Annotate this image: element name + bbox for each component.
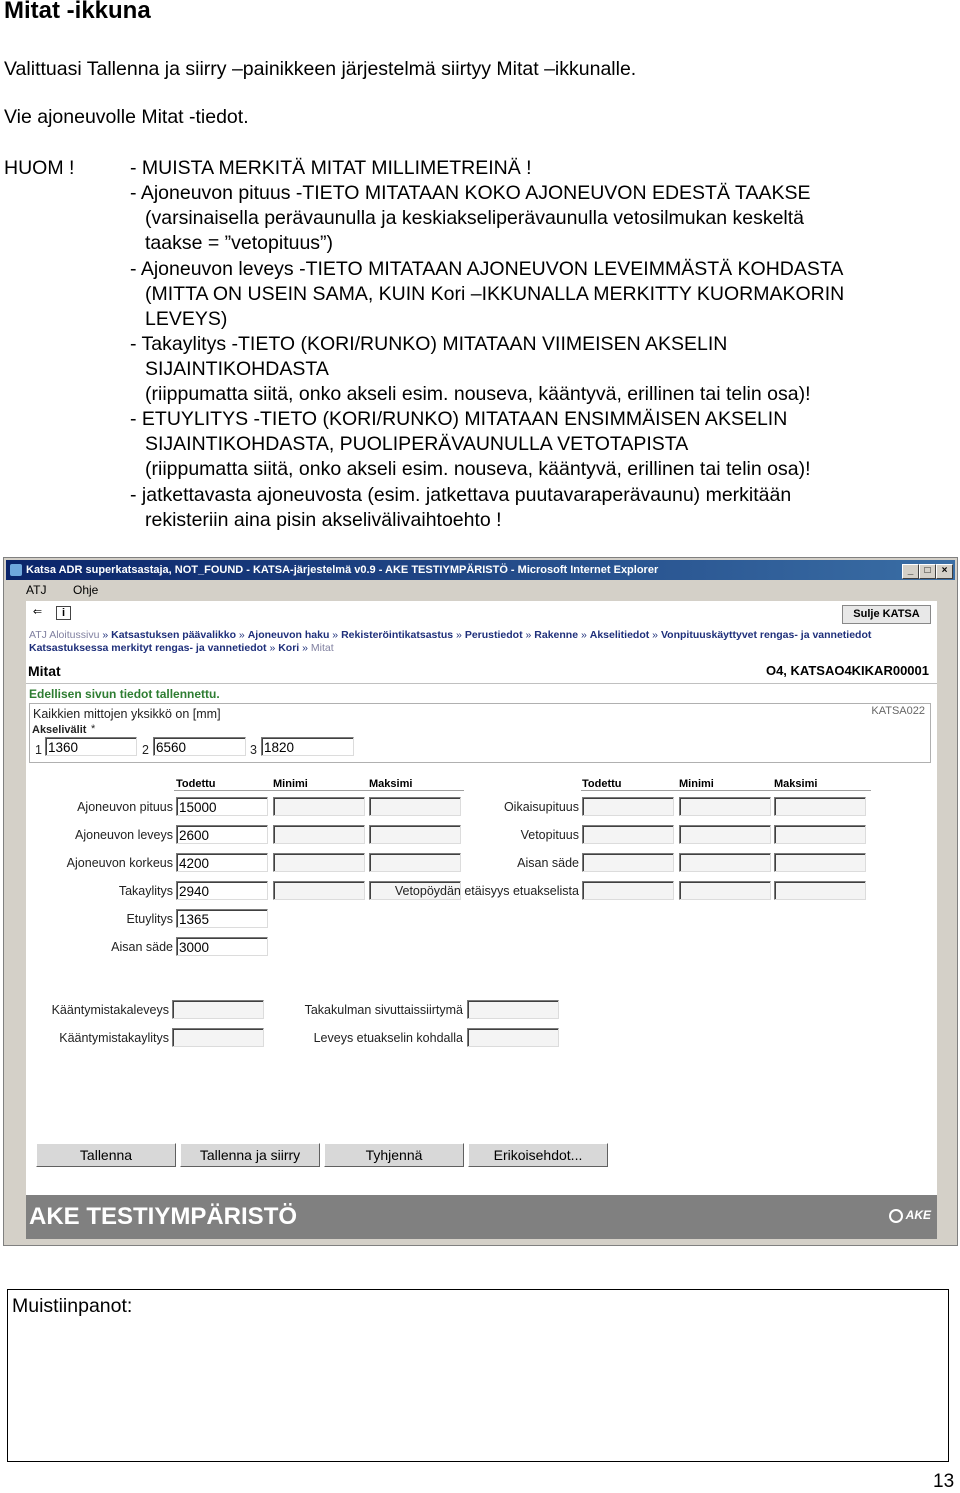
breadcrumb-item[interactable]: Vonpituuskäyttyvet rengas- ja vannetiedot (660, 629, 872, 641)
dim-input-todettu[interactable] (582, 797, 674, 816)
required-marker: * (91, 723, 96, 735)
menu-bar (6, 580, 955, 600)
page-number: 13 (933, 1471, 955, 1492)
axle-num: 1 (35, 743, 42, 757)
note-line: - MUISTA MERKITÄ MITAT MILLIMETREINÄ ! (130, 157, 532, 179)
col-header-todettu: Todettu (582, 778, 622, 790)
dim-input-maksimi[interactable] (369, 825, 461, 844)
breadcrumb-item[interactable]: Rakenne (534, 629, 579, 641)
info-icon[interactable]: i (56, 606, 71, 620)
note-line: SIJAINTIKOHDASTA, PUOLIPERÄVAUNULLA VETOTAPISTA (145, 433, 689, 455)
brand-text: AKE TESTIYMPÄRISTÖ (29, 1203, 298, 1230)
axle-label: Akselivälit (32, 724, 87, 736)
breadcrumb: ATJ Aloitussivu » Katsastuksen päävalikko » Ajoneuvon haku » Rekisteröintikatsastus » Perustiedot » Rakenne » Akselitiedot » Vonpituuskäyttyvet rengas- ja vannetiedot Katsastuksessa merkityt rengas- ja vannetiedot » Kori » Mitat (29, 629, 872, 654)
col-header-minimi: Minimi (273, 778, 308, 790)
col-header-todettu: Todettu (176, 778, 216, 790)
turn-label: Takakulman sivuttaissiirtymä (304, 1003, 463, 1017)
save-button[interactable]: Tallenna (36, 1143, 176, 1167)
dim-input-maksimi[interactable] (369, 853, 461, 872)
note-line: taakse = ”vetopituus”) (145, 232, 334, 254)
note-line: (MITTA ON USEIN SAMA, KUIN Kori –IKKUNALLA MERKITTY KUORMAKORIN (145, 283, 845, 305)
header-line (174, 790, 464, 791)
page-heading: Mitat -ikkuna (4, 0, 151, 24)
dim-input-minimi[interactable] (273, 853, 365, 872)
save-and-move-button[interactable]: Tallenna ja siirry (180, 1143, 320, 1167)
dim-input-minimi[interactable] (679, 881, 771, 900)
dim-input-todettu[interactable]: 2940 (176, 881, 268, 900)
dim-label: Oikaisupituus (503, 800, 579, 814)
note-line: (varsinaisella perävaunulla ja keskiakseliperävaunulla vetosilmukan keskeltä (145, 207, 805, 229)
breadcrumb-item[interactable]: Kori (278, 642, 300, 654)
dim-label: Ajoneuvon korkeus (66, 856, 173, 870)
dim-input-maksimi[interactable] (774, 797, 866, 816)
dim-label: Aisan säde (111, 940, 173, 954)
dim-input-todettu[interactable]: 15000 (176, 797, 268, 816)
axle-num: 3 (250, 743, 257, 757)
dim-input-minimi[interactable] (679, 825, 771, 844)
dim-input-minimi[interactable] (273, 881, 365, 900)
dim-input-todettu[interactable] (582, 853, 674, 872)
note-line: rekisteriin aina pisin akselivälivaihtoehto ! (145, 509, 502, 531)
note-line: - ETUYLITYS -TIETO (KORI/RUNKO) MITATAAN ENSIMMÄISEN AKSELIN (130, 408, 788, 430)
dim-input-todettu[interactable] (582, 881, 674, 900)
note-line: - Takaylitys -TIETO (KORI/RUNKO) MITATAAN VIIMEISEN AKSELIN (130, 333, 728, 355)
axle-gap-input[interactable]: 1820 (261, 737, 354, 756)
window-title: Katsa ADR superkatsastaja, NOT_FOUND - KATSA-järjestelmä v0.9 - AKE TESTIYMPÄRISTÖ - Microsoft Internet Explorer (26, 564, 659, 576)
dim-input-todettu[interactable] (582, 825, 674, 844)
breadcrumb-item[interactable]: ATJ Aloitussivu (29, 629, 100, 641)
memo-box[interactable] (7, 1289, 949, 1462)
turn-input[interactable] (172, 1028, 264, 1047)
ake-logo-icon (889, 1209, 903, 1223)
dim-input-minimi[interactable] (273, 797, 365, 816)
dim-input-maksimi[interactable] (774, 881, 866, 900)
dim-label: Vetopöydän etäisyys etuakselista (394, 884, 579, 898)
app-page (26, 601, 937, 1238)
dim-input-todettu[interactable]: 2600 (176, 825, 268, 844)
intro-text-1: Valittuasi Tallenna ja siirry –painikkeen järjestelmä siirtyy Mitat –ikkunalle. (4, 58, 637, 80)
turn-label: Leveys etuakselin kohdalla (313, 1031, 463, 1045)
dim-input-minimi[interactable] (273, 825, 365, 844)
turn-input[interactable] (467, 1028, 559, 1047)
breadcrumb-item[interactable]: Ajoneuvon haku (247, 629, 330, 641)
dim-input-todettu[interactable]: 4200 (176, 853, 268, 872)
dim-label: Ajoneuvon pituus (77, 800, 173, 814)
col-header-minimi: Minimi (679, 778, 714, 790)
menu-atj[interactable]: ATJ (26, 583, 47, 597)
axle-gap-input[interactable]: 6560 (153, 737, 246, 756)
note-line: LEVEYS) (145, 308, 228, 330)
breadcrumb-item[interactable]: Katsastuksen päävalikko (111, 629, 237, 641)
note-line: (riippumatta siitä, onko akseli esim. nouseva, kääntyvä, erillinen tai telin osa)! (145, 458, 811, 480)
note-line: - Ajoneuvon leveys -TIETO MITATAAN AJONEUVON LEVEIMMÄSTÄ KOHDASTA (130, 258, 844, 280)
breadcrumb-item[interactable]: Akselitiedot (589, 629, 650, 641)
axle-panel (29, 703, 931, 763)
breadcrumb-current: Mitat (310, 642, 334, 654)
breadcrumb-item[interactable]: Perustiedot (464, 629, 523, 641)
header-line (581, 790, 871, 791)
screen-code: KATSA022 (871, 705, 925, 717)
col-header-maksimi: Maksimi (369, 778, 413, 790)
turn-label: Kääntymistakaleveys (51, 1003, 169, 1017)
back-arrow-icon[interactable]: ⇐ (32, 606, 43, 618)
breadcrumb-item[interactable]: Rekisteröintikatsastus (341, 629, 454, 641)
turn-label: Kääntymistakaylitys (59, 1031, 169, 1045)
dim-label: Aisan säde (517, 856, 579, 870)
close-katsa-button[interactable]: Sulje KATSA (842, 605, 931, 624)
ake-logo (889, 1208, 931, 1223)
dim-input-maksimi[interactable] (774, 825, 866, 844)
note-line: - Ajoneuvon pituus -TIETO MITATAAN KOKO AJONEUVON EDESTÄ TAAKSE (130, 182, 811, 204)
window-titlebar (6, 560, 955, 580)
dim-input-todettu[interactable]: 1365 (176, 909, 268, 928)
dim-input-maksimi[interactable] (774, 853, 866, 872)
note-line: - jatkettavasta ajoneuvosta (esim. jatkettava puutavaraperävaunu) merkitään (130, 484, 792, 506)
browser-window (3, 557, 958, 1246)
dim-label: Ajoneuvon leveys (75, 828, 173, 842)
dim-input-todettu[interactable]: 3000 (176, 937, 268, 956)
saved-message: Edellisen sivun tiedot tallennettu. (29, 687, 220, 701)
turn-input[interactable] (172, 1000, 264, 1019)
col-header-maksimi: Maksimi (774, 778, 818, 790)
note-line: SIJAINTIKOHDASTA (145, 358, 329, 380)
memo-label: Muistiinpanot: (12, 1295, 133, 1317)
dim-label: Vetopituus (520, 828, 579, 842)
huom-label: HUOM ! (4, 157, 75, 179)
dim-input-maksimi[interactable] (369, 797, 461, 816)
intro-text-2: Vie ajoneuvolle Mitat -tiedot. (4, 106, 249, 128)
brand-bar (26, 1195, 937, 1239)
axle-gap-input[interactable]: 1360 (45, 737, 137, 756)
title-row (26, 663, 937, 684)
close-icon[interactable]: × (936, 564, 953, 579)
minimize-icon[interactable]: _ (902, 564, 919, 579)
dim-input-minimi[interactable] (679, 853, 771, 872)
page-title: Mitat (28, 663, 61, 679)
maximize-icon[interactable]: □ (919, 564, 936, 579)
dim-label: Takaylitys (118, 884, 173, 898)
special-conditions-button[interactable]: Erikoisehdot... (468, 1143, 608, 1167)
axle-num: 2 (142, 743, 149, 757)
dim-label: Etuylitys (126, 912, 173, 926)
turn-input[interactable] (467, 1000, 559, 1019)
menu-ohje[interactable]: Ohje (73, 583, 99, 597)
note-line: (riippumatta siitä, onko akseli esim. nouseva, kääntyvä, erillinen tai telin osa)! (145, 383, 811, 405)
ake-logo-text: AKE (905, 1208, 931, 1222)
breadcrumb-item[interactable]: Katsastuksessa merkityt rengas- ja vannetiedot (29, 642, 267, 654)
vehicle-id: O4, KATSAO4KIKAR00001 (765, 663, 929, 678)
dim-input-minimi[interactable] (679, 797, 771, 816)
clear-button[interactable]: Tyhjennä (324, 1143, 464, 1167)
units-label: Kaikkien mittojen yksikkö on [mm] (33, 707, 221, 721)
ie-icon (10, 564, 22, 576)
